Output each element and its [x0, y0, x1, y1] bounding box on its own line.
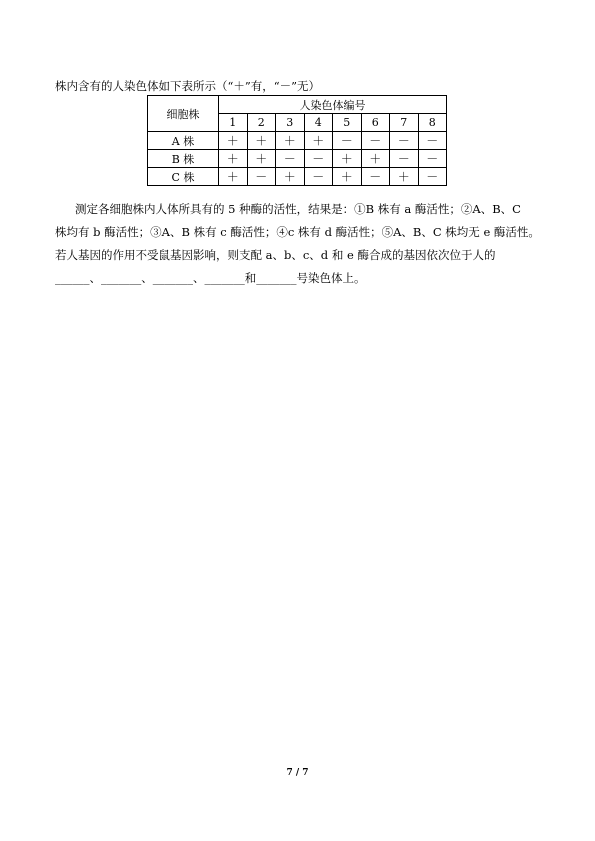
column-header: 7 — [390, 114, 419, 132]
page-number: 7 / 7 — [286, 768, 309, 778]
table-cell: ＋ — [219, 132, 248, 150]
paragraph-line: 株均有 b 酶活性；③A、B 株有 c 酶活性；④c 株有 d 酶活性；⑤A、B、C 株均无 e 酶活性。 — [55, 225, 540, 239]
column-header: 3 — [276, 114, 305, 132]
table-cell: － — [247, 168, 276, 186]
table-cell: － — [418, 150, 447, 168]
column-header: 2 — [247, 114, 276, 132]
table-cell: － — [418, 168, 447, 186]
table-cell: ＋ — [219, 150, 248, 168]
table-group-header: 人染色体编号 — [219, 96, 447, 114]
table-cell: ＋ — [304, 132, 333, 150]
table-cell: － — [390, 150, 419, 168]
row-label: B 株 — [148, 150, 219, 168]
table-cell: ＋ — [219, 168, 248, 186]
table-cell: － — [361, 168, 390, 186]
table-cell: － — [304, 150, 333, 168]
table-cell: － — [333, 132, 362, 150]
table-corner-header: 细胞株 — [148, 96, 219, 132]
column-header: 6 — [361, 114, 390, 132]
column-header: 4 — [304, 114, 333, 132]
table-cell: ＋ — [276, 132, 305, 150]
table-cell: ＋ — [276, 168, 305, 186]
row-label: C 株 — [148, 168, 219, 186]
table-row — [148, 150, 447, 168]
table-cell: － — [418, 132, 447, 150]
column-header: 8 — [418, 114, 447, 132]
answer-blanks-line: ______、_______、_______、_______和_______号染色体上。 — [55, 271, 366, 285]
table-header-row — [148, 96, 447, 114]
column-header: 5 — [333, 114, 362, 132]
table-cell: ＋ — [247, 150, 276, 168]
table-cell: ＋ — [333, 168, 362, 186]
table-cell: － — [276, 150, 305, 168]
paragraph-line: 测定各细胞株内人体所具有的 5 种酶的活性，结果是：①B 株有 a 酶活性；②A、B、C — [75, 202, 521, 216]
table-cell: － — [304, 168, 333, 186]
table-cell: ＋ — [390, 168, 419, 186]
table-cell: － — [361, 132, 390, 150]
row-label: A 株 — [148, 132, 219, 150]
table-cell: － — [390, 132, 419, 150]
table-row — [148, 132, 447, 150]
chromosome-table — [147, 95, 447, 186]
intro-text: 株内含有的人染色体如下表所示（“＋”有，“－”无） — [55, 79, 321, 93]
paragraph-line: 若人基因的作用不受鼠基因影响，则支配 a、b、c、d 和 e 酶合成的基因依次位于人的 — [55, 248, 496, 262]
table-row — [148, 168, 447, 186]
table-cell: ＋ — [333, 150, 362, 168]
table-cell: ＋ — [361, 150, 390, 168]
table-cell: ＋ — [247, 132, 276, 150]
column-header: 1 — [219, 114, 248, 132]
